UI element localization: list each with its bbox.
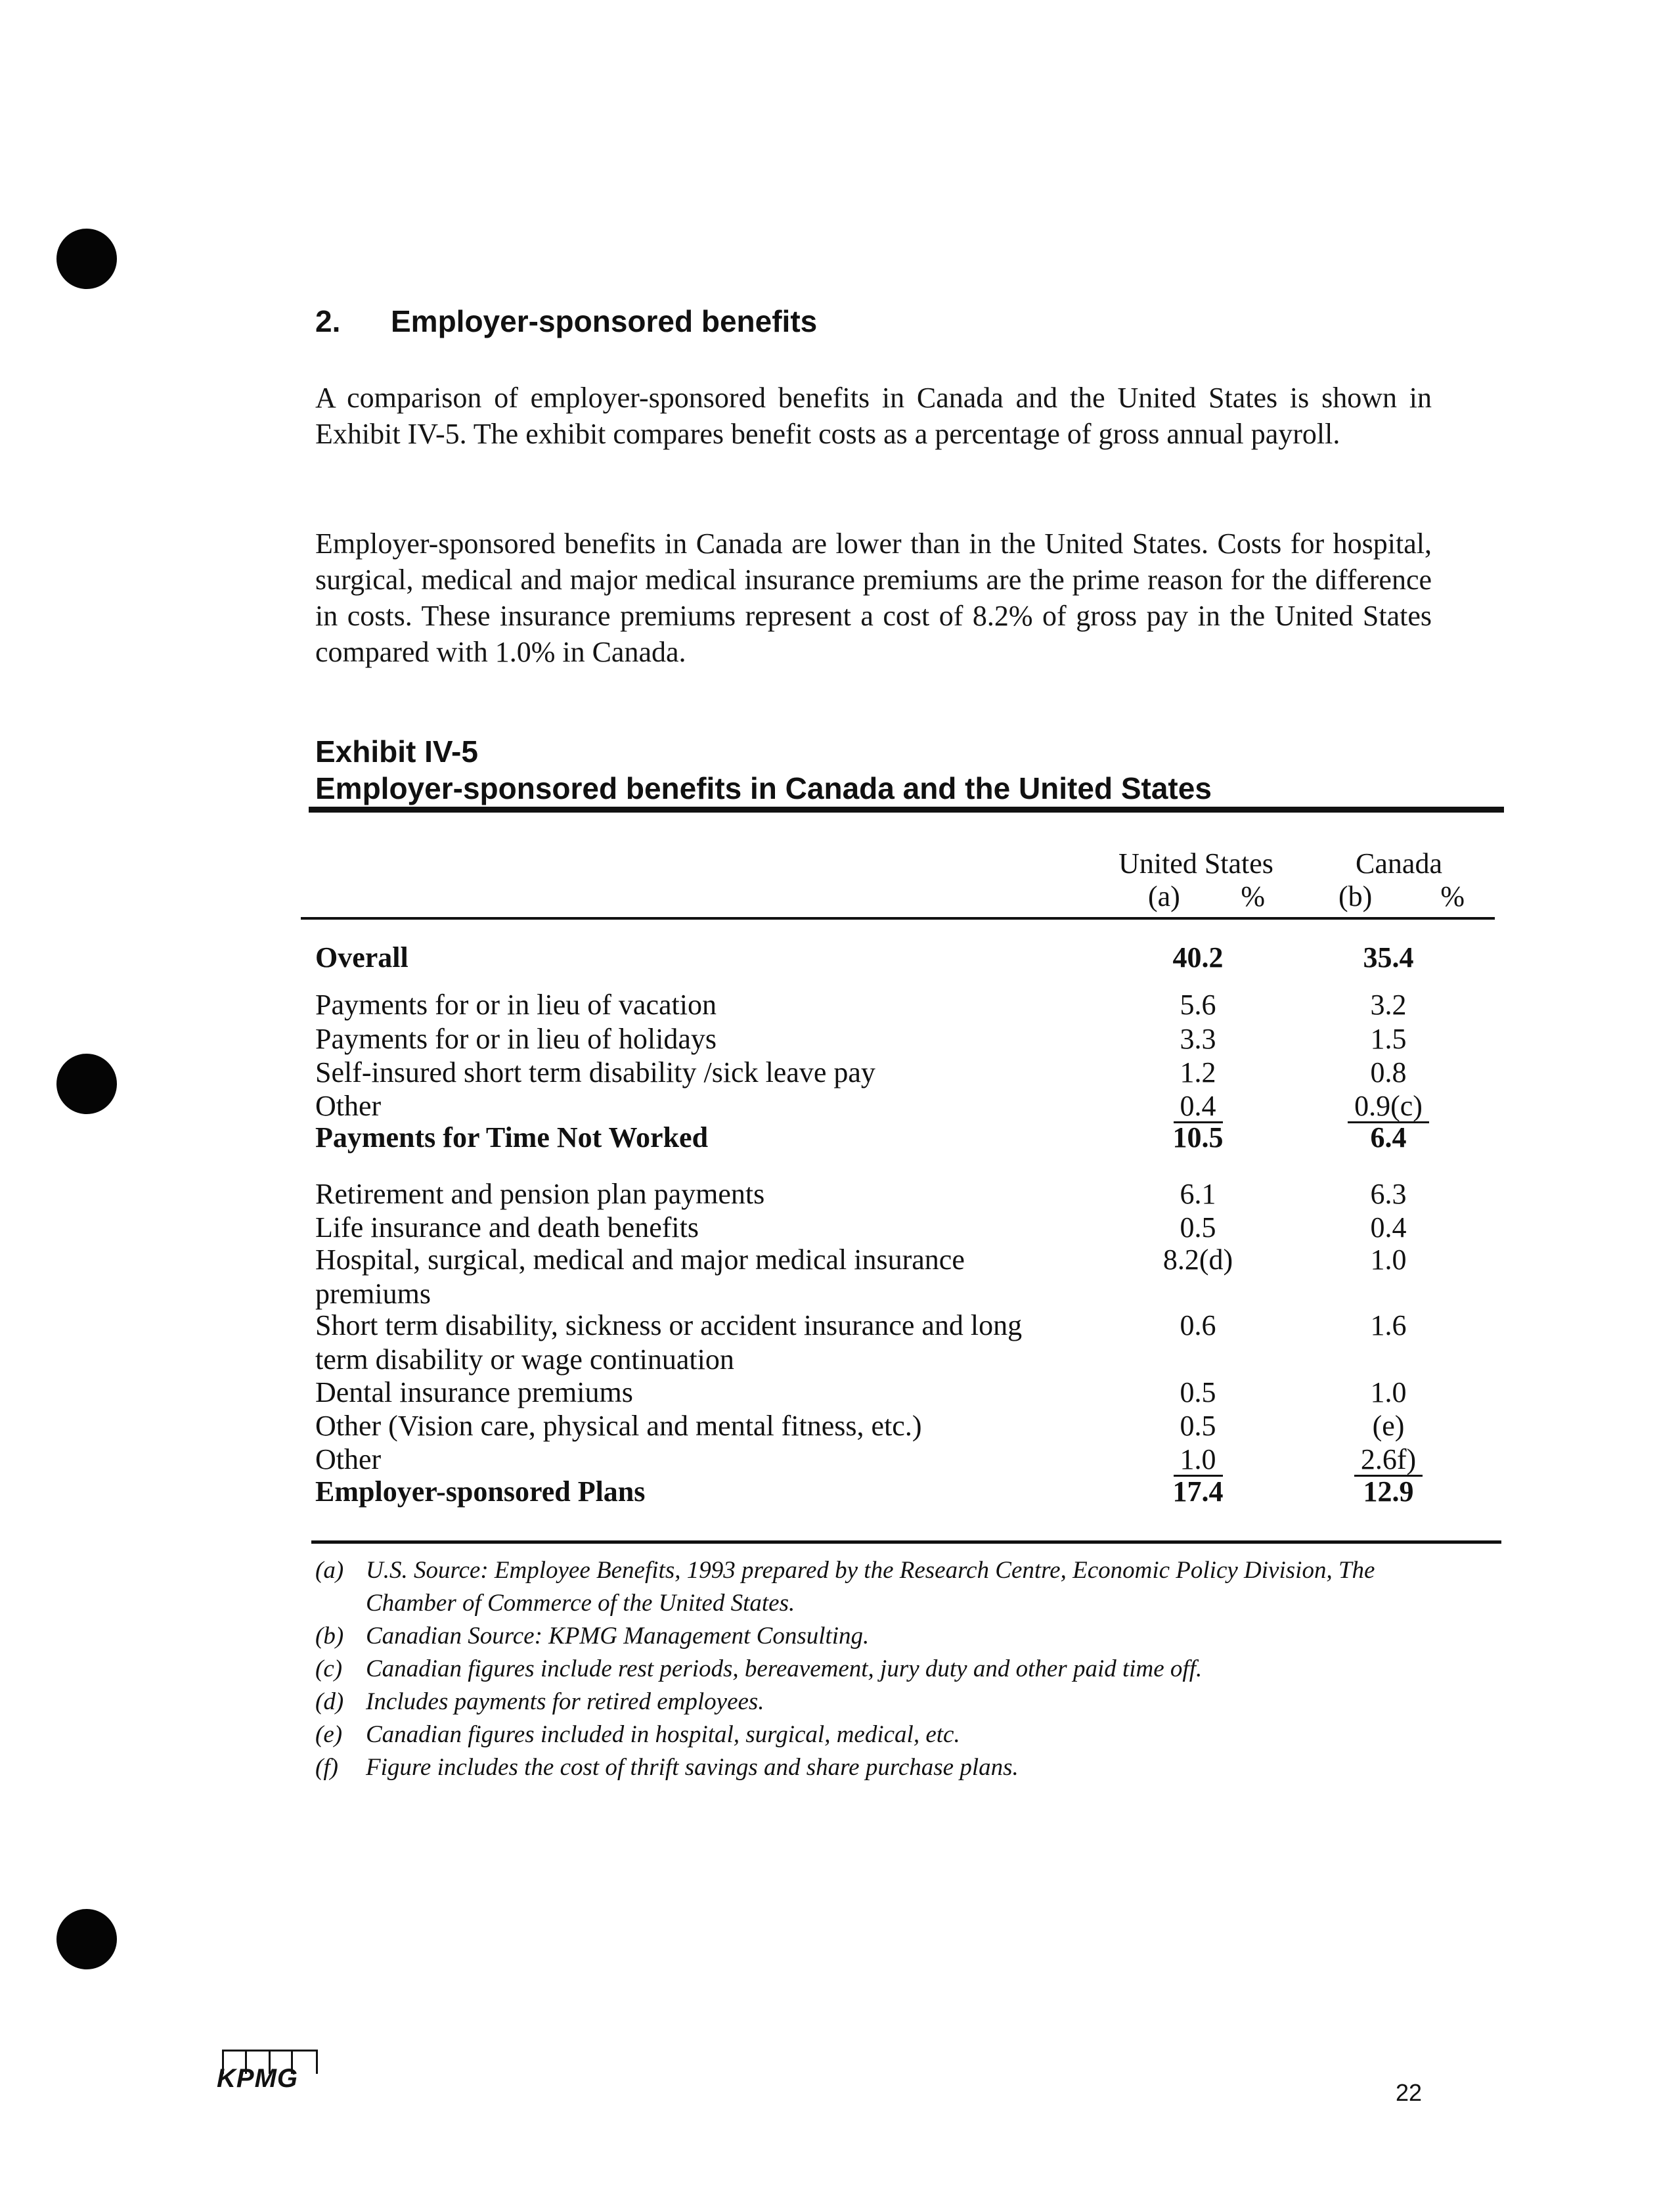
us-value: 0.5 xyxy=(1180,1410,1216,1442)
table-row xyxy=(315,1409,1491,1443)
row-label: Employer-sponsored Plans xyxy=(315,1475,646,1508)
canada-value: 0.4 xyxy=(1370,1211,1407,1244)
header-rule xyxy=(301,917,1495,920)
canada-value: 6.3 xyxy=(1370,1178,1407,1210)
table-row xyxy=(315,1177,1491,1211)
footnote xyxy=(315,1554,1432,1620)
column-header-canada xyxy=(1333,847,1465,913)
us-value: 1.0 xyxy=(1174,1445,1223,1477)
canada-value: 1.0 xyxy=(1370,1376,1407,1408)
exhibit-top-rule xyxy=(309,807,1504,813)
canada-value: 12.9 xyxy=(1363,1475,1414,1508)
row-label: Retirement and pension plan payments xyxy=(315,1178,765,1210)
us-value: 0.5 xyxy=(1180,1376,1216,1408)
logo-text: KPMG xyxy=(217,2064,298,2093)
costs-paragraph: Employer-sponsored benefits in Canada are lower than in the United States. Costs for hospital, surgical, medical and major medical insurance premiums are the prime reason for the difference in costs. These insurance premiums represent a cost of 8.2% of gross pay in the United States compared with 1.0% in Canada. xyxy=(315,527,1432,668)
us-value: 5.6 xyxy=(1180,989,1216,1021)
punch-hole-top xyxy=(56,229,117,289)
row-label: Other (Vision care, physical and mental fitness, etc.) xyxy=(315,1410,922,1442)
row-label: Hospital, surgical, medical and major medical insurance premiums xyxy=(315,1244,965,1310)
table-row xyxy=(315,1243,1491,1311)
column-unit-canada: % xyxy=(1440,880,1465,912)
canada-value: 1.0 xyxy=(1370,1244,1407,1276)
footnote-text: Includes payments for retired employees. xyxy=(366,1688,764,1715)
footnote-mark: (e) xyxy=(315,1721,343,1748)
footnotes xyxy=(315,1554,1432,1784)
canada-value: 3.2 xyxy=(1370,989,1407,1021)
row-label: Overall xyxy=(315,941,409,974)
canada-value: 35.4 xyxy=(1363,941,1414,974)
table-row-subtotal xyxy=(315,1121,1491,1155)
row-label: Payments for or in lieu of holidays xyxy=(315,1023,717,1055)
canada-value: 2.6f) xyxy=(1354,1445,1423,1477)
punch-hole-bottom xyxy=(56,1909,117,1969)
table-row xyxy=(315,1089,1491,1123)
us-value: 0.5 xyxy=(1180,1211,1216,1244)
canada-value: (e) xyxy=(1372,1410,1405,1442)
section-heading xyxy=(315,303,817,339)
row-label: Dental insurance premiums xyxy=(315,1376,633,1408)
table-row xyxy=(315,1309,1491,1377)
footnote-mark: (a) xyxy=(315,1557,344,1584)
canada-value: 1.5 xyxy=(1370,1023,1407,1055)
table-bottom-rule xyxy=(311,1540,1501,1544)
us-value: 40.2 xyxy=(1172,941,1224,974)
us-value: 3.3 xyxy=(1180,1023,1216,1055)
canada-value: 1.6 xyxy=(1370,1309,1407,1341)
table-row xyxy=(315,1056,1491,1090)
us-value: 6.1 xyxy=(1180,1178,1216,1210)
table-row-total xyxy=(315,1475,1491,1509)
footnote-mark: (c) xyxy=(315,1655,343,1682)
footnote-text: Canadian figures include rest periods, bereavement, jury duty and other paid time off. xyxy=(366,1655,1203,1682)
footnote-mark: (d) xyxy=(315,1688,344,1715)
row-label: Other xyxy=(315,1443,382,1475)
footnote xyxy=(315,1686,1432,1718)
footnote-text: Canadian Source: KPMG Management Consulting. xyxy=(366,1623,870,1649)
row-label: Self-insured short term disability /sick leave pay xyxy=(315,1056,875,1088)
footnote-text: Canadian figures included in hospital, surgical, medical, etc. xyxy=(366,1721,960,1748)
us-value: 0.6 xyxy=(1180,1309,1216,1341)
footnote xyxy=(315,1751,1432,1784)
table-row xyxy=(315,988,1491,1022)
footnote-text: Figure includes the cost of thrift savings and share purchase plans. xyxy=(366,1754,1019,1781)
canada-value: 0.8 xyxy=(1370,1056,1407,1088)
us-value: 17.4 xyxy=(1172,1475,1224,1508)
table-row xyxy=(315,1211,1491,1245)
column-note-us: (a) xyxy=(1148,880,1180,912)
column-header-us xyxy=(1101,847,1291,913)
us-value: 1.2 xyxy=(1180,1056,1216,1088)
table-row xyxy=(315,941,1491,975)
table-row xyxy=(315,1022,1491,1056)
footnote xyxy=(315,1620,1432,1653)
exhibit-title: Employer-sponsored benefits in Canada and the United States xyxy=(315,771,1212,805)
section-title: Employer-sponsored benefits xyxy=(391,304,818,338)
exhibit-label: Exhibit IV-5 xyxy=(315,734,478,769)
row-label: Payments for or in lieu of vacation xyxy=(315,989,717,1021)
kpmg-logo xyxy=(217,2050,315,2096)
row-label: Other xyxy=(315,1090,382,1122)
table-row xyxy=(315,1376,1491,1410)
footnote-text: U.S. Source: Employee Benefits, 1993 prepared by the Research Centre, Economic Policy Division, The Chamber of Commerce of the United States. xyxy=(366,1557,1375,1617)
row-label: Life insurance and death benefits xyxy=(315,1211,699,1244)
table-row xyxy=(315,1443,1491,1477)
row-label: Short term disability, sickness or accident insurance and long term disability or wage continuation xyxy=(315,1309,1023,1376)
section-number: 2. xyxy=(315,304,341,338)
us-value: 8.2(d) xyxy=(1162,1244,1233,1276)
canada-value: 0.9(c) xyxy=(1348,1091,1429,1123)
column-name-us: United States xyxy=(1118,847,1273,880)
us-value: 10.5 xyxy=(1172,1121,1224,1154)
punch-hole-middle xyxy=(56,1054,117,1114)
column-unit-us: % xyxy=(1241,880,1265,912)
page-number: 22 xyxy=(1396,2079,1423,2106)
footnote-mark: (b) xyxy=(315,1623,344,1649)
row-label: Payments for Time Not Worked xyxy=(315,1121,709,1154)
canada-value: 6.4 xyxy=(1370,1121,1407,1154)
column-name-canada: Canada xyxy=(1356,847,1442,880)
footnote xyxy=(315,1653,1432,1686)
us-value: 0.4 xyxy=(1174,1091,1223,1123)
column-note-canada: (b) xyxy=(1338,880,1373,912)
footnote-mark: (f) xyxy=(315,1754,338,1781)
footnote xyxy=(315,1718,1432,1751)
intro-paragraph: A comparison of employer-sponsored benefits in Canada and the United States is shown in Exhibit IV-5. The exhibit compares benefit costs as a percentage of gross annual payroll. xyxy=(315,382,1432,450)
